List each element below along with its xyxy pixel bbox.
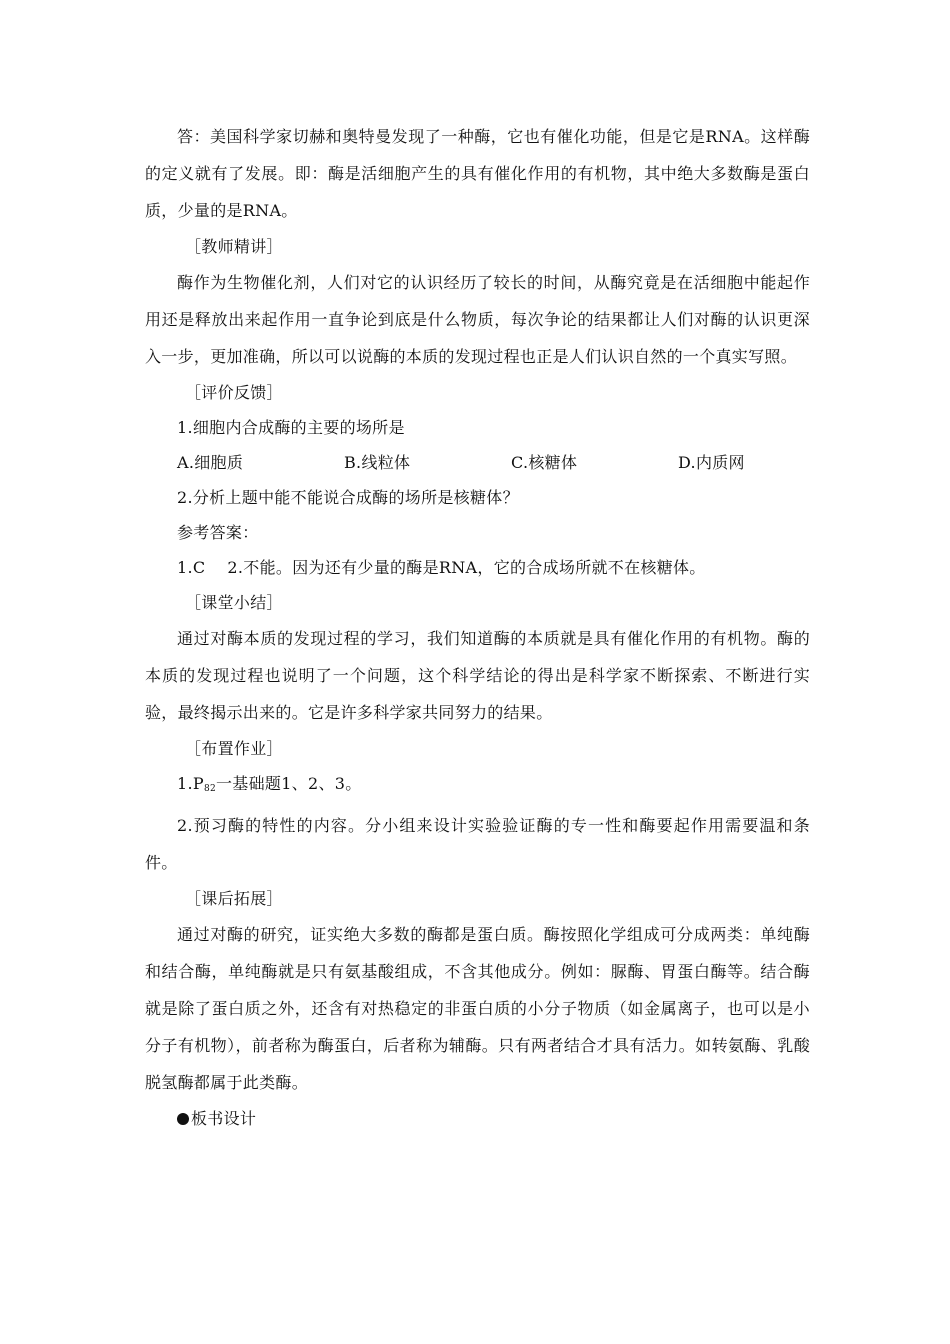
answer-paragraph: 答：美国科学家切赫和奥特曼发现了一种酶，它也有催化功能，但是它是RNA。这样酶的定义就有了发展。即：酶是活细胞产生的具有催化作用的有机物，其中绝大多数酶是蛋白质，少量的是RNA。: [145, 127, 810, 220]
extension-paragraph: 通过对酶的研究，证实绝大多数的酶都是蛋白质。酶按照化学组成可分成两类：单纯酶和结合酶，单纯酶就是只有氨基酸组成，不含其他成分。例如：脲酶、胃蛋白酶等。结合酶就是除了蛋白质之外，还含有对热稳定的非蛋白质的小分子物质（如金属离子，也可以是小分子有机物），前者称为酶蛋白，后者称为辅酶。只有两者结合才具有活力。如转氨酶、乳酸脱氢酶都属于此类酶。: [145, 925, 810, 1092]
option-c: C.核糖体: [511, 453, 578, 472]
homework-1-prefix: 1.P: [177, 774, 204, 793]
board-design-line: [145, 1101, 810, 1136]
homework-1-page-number: 82: [203, 784, 216, 794]
board-design-heading: 板书设计: [191, 1109, 257, 1128]
reference-answer-1: 1.C: [177, 558, 206, 577]
extension-heading: ［课后拓展］: [185, 889, 283, 908]
feedback-heading: ［评价反馈］: [185, 383, 283, 402]
homework-heading: ［布置作业］: [185, 739, 283, 758]
option-d: D.内质网: [678, 453, 745, 472]
reference-answer-2: 2.不能。因为还有少量的酶是RNA，它的合成场所就不在核糖体。: [227, 558, 706, 577]
summary-heading: ［课堂小结］: [185, 593, 283, 612]
teacher-explanation-paragraph: 酶作为生物催化剂，人们对它的认识经历了较长的时间，从酶究竟是在活细胞中能起作用还是释放出来起作用一直争论到底是什么物质，每次争论的结果都让人们对酶的认识更深入一步，更加准确，所以可以说酶的本质的发现过程也正是人们认识自然的一个真实写照。: [145, 273, 810, 366]
teacher-explanation-heading: ［教师精讲］: [185, 237, 283, 256]
document-body: [145, 118, 810, 1136]
option-a: A.细胞质: [177, 453, 244, 472]
question-1: 1.细胞内合成酶的主要的场所是: [177, 418, 405, 437]
homework-1-suffix: 一基础题1、2、3。: [216, 774, 362, 793]
homework-item-1: [145, 766, 810, 807]
reference-answers: [145, 550, 810, 585]
question-1-options: [145, 445, 810, 480]
bullet-icon: [177, 1113, 189, 1125]
question-2: 2.分析上题中能不能说合成酶的场所是核糖体？: [177, 488, 519, 507]
homework-item-2: 2.预习酶的特性的内容。分小组来设计实验验证酶的专一性和酶要起作用需要温和条件。: [145, 816, 810, 872]
option-b: B.线粒体: [344, 453, 411, 472]
summary-paragraph: 通过对酶本质的发现过程的学习，我们知道酶的本质就是具有催化作用的有机物。酶的本质的发现过程也说明了一个问题，这个科学结论的得出是科学家不断探索、不断进行实验，最终揭示出来的。它是许多科学家共同努力的结果。: [145, 629, 810, 722]
reference-answer-label: 参考答案：: [177, 523, 259, 542]
